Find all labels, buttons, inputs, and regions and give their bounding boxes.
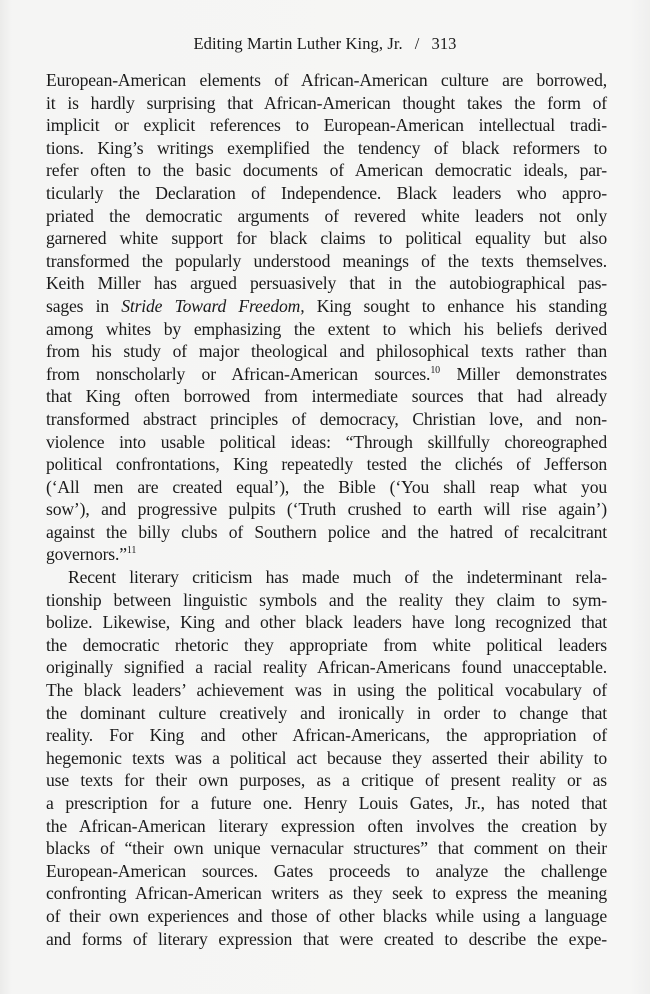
text-line: blacks of “their own unique vernacular structures” that comment on their [46,838,607,859]
text-line: among whites by emphasizing the extent to which his beliefs derived [46,318,607,339]
text-line: refer often to the basic documents of American democratic ideals, par- [46,160,607,181]
text-line: garnered white support for black claims to political equality but also [46,228,607,249]
text-line: violence into usable political ideas: “Through skillfully choreographed [46,431,607,452]
text-line: sow’), and progressive pulpits (‘Truth crushed to earth will rise again’) [46,499,607,520]
text-run: from nonscholarly or African-American sources. [46,363,431,384]
text-line [46,543,607,566]
running-head-separator: / [414,34,420,53]
text-line: of their own experiences and those of other blacks while using a language [46,905,607,926]
text-line: the democratic rhetoric they appropriate from white political leaders [46,634,607,655]
text-line: Keith Miller has argued persuasively that in the autobiographical pas- [46,273,607,294]
text-line: priated the democratic arguments of revered white leaders not only [46,205,607,226]
paragraph [46,566,607,950]
text-line: bolize. Likewise, King and other black leaders have long recognized that [46,612,607,633]
text-run: governors.” [46,544,127,565]
text-line: Recent literary criticism has made much of the indeterminant rela- [68,567,607,588]
text-line: reality. For King and other African-Americans, the appropriation of [46,725,607,746]
text-line: confronting African-American writers as they seek to express the meaning [46,883,607,904]
text-line: from his study of major theological and philosophical texts rather than [46,341,607,362]
text-line: European-American elements of African-American culture are borrowed, [46,70,607,90]
text-run: King sought to enhance his standing [304,295,607,316]
text-line: (‘All men are created equal’), the Bible (‘You shall reap what you [46,476,607,497]
text-line: implicit or explicit references to European-American intellectual tradi- [46,115,607,136]
text-line: against the billy clubs of Southern police and the hatred of recalcitrant [46,521,607,542]
paragraph [46,69,607,566]
body-text [46,69,607,950]
footnote-marker[interactable]: 11 [126,545,137,557]
text-line: transformed abstract principles of democracy, Christian love, and non- [46,408,607,429]
text-line: ticularly the Declaration of Independence. Black leaders who appro- [46,182,607,203]
text-run: Miller demonstrates [440,363,607,384]
footnote-marker[interactable]: 10 [430,364,441,376]
text-run: sages in [46,295,122,316]
running-head [0,34,650,54]
text-line: the dominant culture creatively and ironically in order to change that [46,702,607,723]
text-line [46,295,607,318]
text-line: The black leaders’ achievement was in using the political vocabulary of [46,680,607,701]
book-title-italic: Stride Toward Freedom, [121,295,305,316]
text-line: it is hardly surprising that African-American thought takes the form of [46,92,607,113]
text-line: tionship between linguistic symbols and the reality they claim to sym- [46,589,607,610]
text-line: originally signified a racial reality African-Americans found unacceptable. [46,657,607,678]
text-line [46,363,607,386]
page-number: 313 [431,34,457,53]
text-line: political confrontations, King repeatedly tested the clichés of Jefferson [46,454,607,475]
text-line: the African-American literary expression often involves the creation by [46,815,607,836]
text-line: use texts for their own purposes, as a critique of present reality or as [46,770,607,791]
text-line: transformed the popularly understood meanings of the texts themselves. [46,250,607,271]
text-line: and forms of literary expression that were created to describe the expe- [46,928,607,949]
text-line: tions. King’s writings exemplified the tendency of black reformers to [46,137,607,158]
text-line: a prescription for a future one. Henry Louis Gates, Jr., has noted that [46,793,607,813]
running-head-title: Editing Martin Luther King, Jr. [193,34,403,53]
text-line: hegemonic texts was a political act because they asserted their ability to [46,747,607,768]
text-line: European-American sources. Gates proceeds to analyze the challenge [46,860,607,881]
text-line: that King often borrowed from intermediate sources that had already [46,386,607,407]
